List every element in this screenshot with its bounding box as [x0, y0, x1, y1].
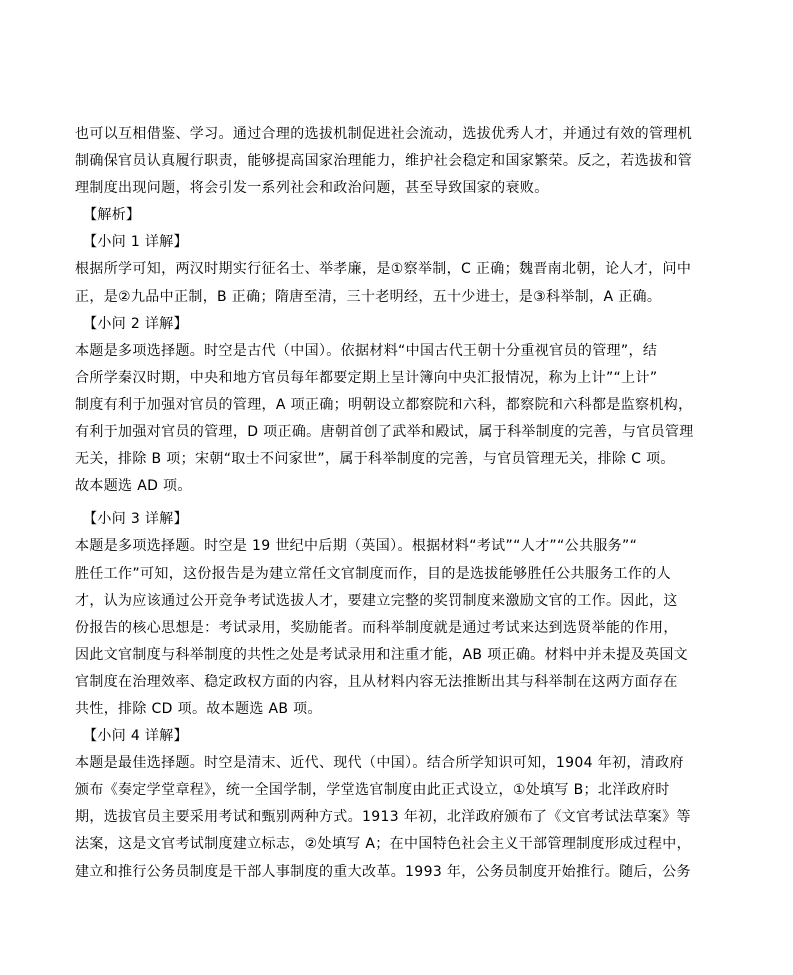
section-heading-analysis: 【解析】 [83, 207, 141, 224]
subquestion-heading-2: 【小问 2 详解】 [83, 315, 188, 332]
paragraph-line: 理制度出现问题，将会引发一系列社会和政治问题，甚至导致国家的衰败。 [75, 180, 549, 197]
paragraph-line: 本题是最佳选择题。时空是清末、近代、现代（中国）。结合所学知识可知，1904 年初，清政府 [75, 755, 684, 772]
paragraph-line: 共性，排除 CD 项。故本题选 AB 项。 [75, 700, 322, 717]
paragraph-line: 颁布《奏定学堂章程》，统一全国学制，学堂选官制度由此正式设立，①处填写 B；北洋政府时 [75, 782, 670, 799]
paragraph-line: 有利于加强对官员的管理，D 项正确。唐朝首创了武举和殿试，属于科举制度的完善，与官员管理 [75, 424, 694, 441]
paragraph-line: 制度有利于加强对官员的管理，A 项正确；明朝设立都察院和六科，都察院和六科都是监察机构， [75, 396, 693, 413]
paragraph-line: 根据所学可知，两汉时期实行征名士、举孝廉，是①察举制，C 正确；魏晋南北朝，论人才，问中 [75, 261, 692, 278]
paragraph-line: 份报告的核心思想是：考试录用，奖励能者。而科举制度就是通过考试来达到选贤举能的作用， [75, 619, 678, 636]
paragraph-line: 因此文官制度与科举制度的共性之处是考试录用和注重才能，AB 项正确。材料中并未提及英国文 [75, 646, 689, 663]
paragraph-line: 官制度在治理效率、稳定政权方面的内容，且从材料内容无法推断出其与科举制在这两方面存在 [75, 673, 678, 690]
paragraph-line: 才，认为应该通过公开竞争考试选拔人才，要建立完整的奖罚制度来激励文官的工作。因此，这 [75, 592, 678, 609]
subquestion-heading-3: 【小问 3 详解】 [83, 511, 188, 528]
paragraph-line: 本题是多项选择题。时空是 19 世纪中后期（英国）。根据材料“考试”“人才”“公共服务”“ [75, 538, 638, 555]
paragraph-line: 也可以互相借鉴、学习。通过合理的选拔机制促进社会流动，选拔优秀人才，并通过有效的管理机 [75, 126, 693, 142]
paragraph-line: 合所学秦汉时期，中央和地方官员每年都要定期上呈计簿向中央汇报情况，称为上计”“上计” [75, 369, 658, 386]
paragraph-line: 本题是多项选择题。时空是古代（中国）。依据材料“中国古代王朝十分重视官员的管理”，结 [75, 342, 658, 359]
subquestion-heading-4: 【小问 4 详解】 [83, 728, 188, 745]
paragraph-line: 胜任工作”可知，这份报告是为建立常任文官制度而作，目的是选拔能够胜任公共服务工作的人 [75, 565, 671, 582]
document-body [75, 121, 720, 886]
paragraph-line: 制确保官员认真履行职责，能够提高国家治理能力，维护社会稳定和国家繁荣。反之，若选拔和管 [75, 153, 693, 170]
paragraph-line: 故本题选 AD 项。 [75, 478, 192, 495]
paragraph-line: 建立和推行公务员制度是干部人事制度的重大改革。1993 年，公务员制度开始推行。随后，公务 [75, 863, 691, 880]
paragraph-line: 正，是②九品中正制，B 正确；隋唐至清，三十老明经，五十少进士，是③科举制，A 正确。 [75, 288, 662, 305]
paragraph-line: 法案，这是文官考试制度建立标志，②处填写 A；在中国特色社会主义干部管理制度形成过程中， [75, 836, 691, 853]
paragraph-line: 无关，排除 B 项；宋朝“取士不问家世”，属于科举制度的完善，与官员管理无关，排除 C 项。 [75, 451, 675, 468]
paragraph-line: 期，选拔官员主要采用考试和甄别两种方式。1913 年初，北洋政府颁布了《文官考试法草案》等 [75, 809, 691, 826]
subquestion-heading-1: 【小问 1 详解】 [83, 234, 188, 251]
